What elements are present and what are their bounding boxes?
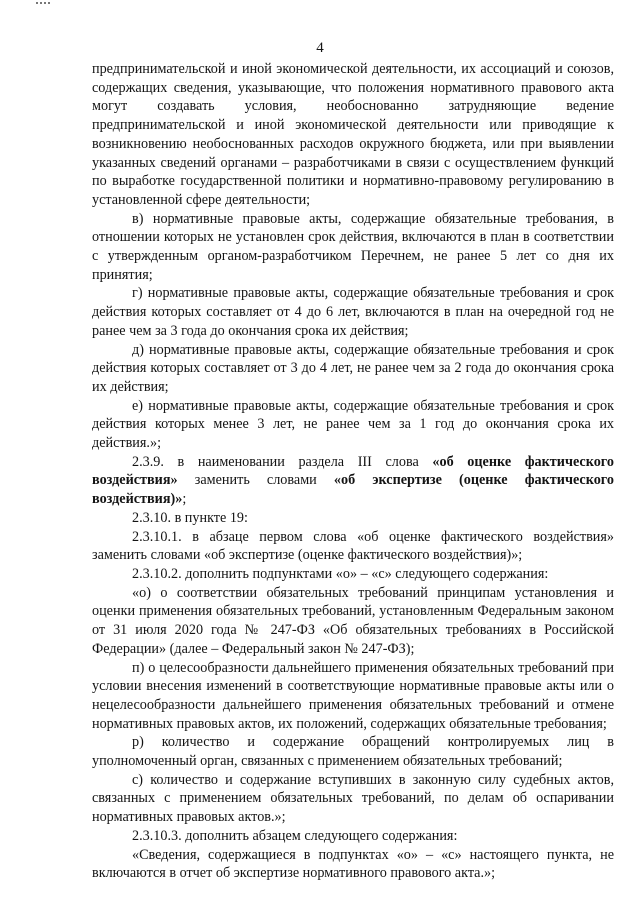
- text-span: 2.3.9. в наименовании раздела III слова: [132, 453, 433, 470]
- paragraph-closing-quote: «Сведения, содержащиеся в подпунктах «о» – «с» настоящего пункта, не включаются в отчет об экспертизе нормативного правового акта.»;: [92, 846, 614, 882]
- paragraph-item-d: д) нормативные правовые акты, содержащие обязательные требования и срок действия которых составляет от 3 до 4 лет, не ранее чем за 2 года до окончания срока их действия;: [92, 341, 614, 395]
- paragraph-item-o: «о) о соответствии обязательных требований принципам установления и оценки применения обязательных требований, установленным Федеральным законом от 31 июля 2020 года № 247-ФЗ «Об обязательных требованиях в Российской Федерации» (далее – Федеральный закон № 247-ФЗ);: [92, 584, 614, 657]
- paragraph-2-3-10-3: 2.3.10.3. дополнить абзацем следующего содержания:: [132, 827, 458, 844]
- paragraph-intro-continuation: предпринимательской и иной экономической деятельности, их ассоциаций и союзов, содержащих сведения, указывающие, что положения нормативного правового акта могут создавать условия, необоснованно затрудняющие ведение предпринимательской и иной экономической деятельности или приводящие к возникновению необоснованных расходов окружного бюджета, или при выявлении указанных сведений органами – разработчиками в связи с осуществлением функций по выработке государственной политики и нормативно-правовому регулированию в установленной сфере деятельности;: [92, 61, 614, 208]
- paragraph-2-3-10-2: 2.3.10.2. дополнить подпунктами «о» – «с» следующего содержания:: [132, 565, 549, 582]
- bold-quote-new: «об экспертизе (оценке фактического воздействия)»: [92, 472, 614, 508]
- text-span: ;: [182, 491, 187, 508]
- paragraph-item-g: г) нормативные правовые акты, содержащие обязательные требования и срок действия которых составляет от 4 до 6 лет, включаются в план на очередной год не ранее чем за 3 года до окончания срока их действия;: [92, 285, 614, 339]
- bold-quote-old: «об оценке фактического воздействия»: [92, 453, 614, 489]
- text-span: заменить словами: [177, 472, 334, 489]
- scan-mark: [36, 2, 50, 7]
- document-body: [92, 60, 614, 883]
- paragraph-2-3-9: [92, 453, 614, 509]
- paragraph-item-p: п) о целесообразности дальнейшего применения обязательных требований при условии внесения изменений в соответствующие нормативные правовые акты или о нецелесообразности дальнейшего применения обязательных требований и отмене нормативных правовых актов, их положений, содержащих обязательные требования;: [92, 659, 614, 732]
- paragraph-item-e: е) нормативные правовые акты, содержащие обязательные требования и срок действия которых менее 3 лет, не ранее чем за 1 год до окончания срока их действия.»;: [92, 397, 614, 452]
- page-number: 4: [316, 40, 324, 56]
- paragraph-2-3-10: 2.3.10. в пункте 19:: [132, 509, 248, 526]
- paragraph-item-v: в) нормативные правовые акты, содержащие обязательные требования, в отношении которых не установлен срок действия, включаются в план в соответствии с утвержденным органом-разработчиком Перечнем, не ранее 5 лет со дня их принятия;: [92, 210, 614, 283]
- paragraph-item-s: с) количество и содержание вступивших в законную силу судебных актов, связанных с применением обязательных требований, по делам об оспаривании нормативных правовых актов.»;: [92, 771, 614, 826]
- paragraph-item-r: р) количество и содержание обращений контролируемых лиц в уполномоченный орган, связанных с применением обязательных требований;: [92, 734, 614, 770]
- paragraph-2-3-10-1: 2.3.10.1. в абзаце первом слова «об оценке фактического воздействия» заменить словами «об экспертизе (оценке фактического воздействия)»;: [92, 528, 614, 564]
